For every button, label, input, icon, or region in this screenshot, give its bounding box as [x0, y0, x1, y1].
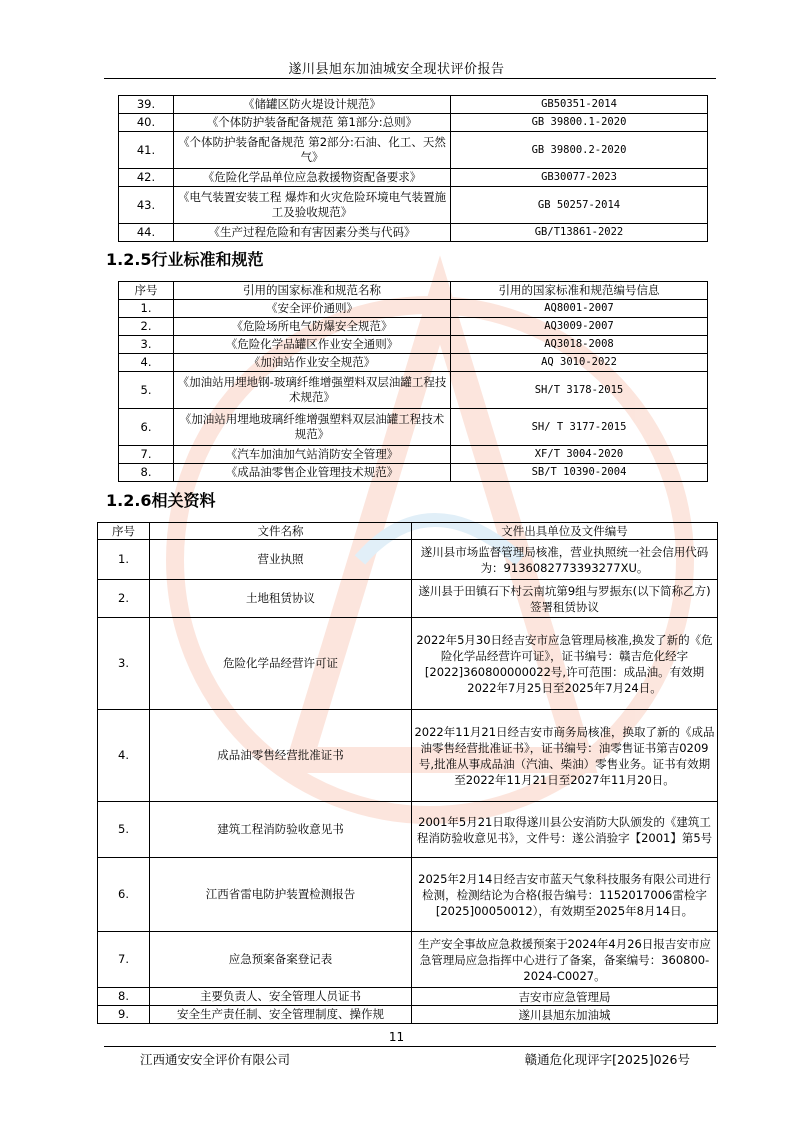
row-number: 43.	[119, 187, 174, 224]
table-row	[119, 446, 708, 464]
page-header-title: 遂川县旭东加油城安全现状评价报告	[288, 62, 505, 77]
table-row	[98, 858, 718, 932]
table-row	[119, 354, 708, 372]
row-number: 9.	[98, 1006, 150, 1024]
row-number: 7.	[98, 932, 150, 988]
industry-standards-table	[118, 281, 708, 482]
row-number: 2.	[119, 318, 174, 336]
standard-code: GB 39800.2-2020	[451, 132, 708, 169]
document-issuer: 遂川县市场监督管理局核准，营业执照统一社会信用代码为：91360827733932​77XU。	[412, 540, 718, 580]
page-number: 11	[388, 1030, 405, 1044]
standard-name: 《个体防护装备配备规范 第2部分:石油、化工、天然气》	[174, 132, 451, 169]
row-number: 6.	[119, 409, 174, 446]
standard-code: GB/T13861-2022	[451, 224, 708, 242]
table-row	[98, 540, 718, 580]
standard-code: SH/ T 3177-2015	[451, 409, 708, 446]
table-row	[119, 409, 708, 446]
row-number: 1.	[119, 300, 174, 318]
row-number: 44.	[119, 224, 174, 242]
standard-name: 《危险场所电气防爆安全规范》	[174, 318, 451, 336]
standard-name: 《安全评价通则》	[174, 300, 451, 318]
table-row	[119, 187, 708, 224]
table-row	[119, 114, 708, 132]
table-row	[119, 169, 708, 187]
column-header-name: 引用的国家标准和规范名称	[174, 282, 451, 300]
standard-code: GB 39800.1-2020	[451, 114, 708, 132]
table-header-row	[119, 282, 708, 300]
document-name: 土地租赁协议	[150, 580, 412, 618]
standard-code: SB/T 10390-2004	[451, 464, 708, 482]
standard-code: AQ3018-2008	[451, 336, 708, 354]
document-issuer: 2022年11月21日经吉安市商务局核准，换取了新的《成品油零售经营批准证书》，证书编号：油零售证书第吉0209号,批准从事成品油（汽油、柴油）零售业务。证书有效期至2022年11月21日至2027年11月20日。	[412, 710, 718, 802]
standard-code: GB50351-2014	[451, 96, 708, 114]
document-name: 江西省雷电防护装置检测报告	[150, 858, 412, 932]
table-row	[98, 580, 718, 618]
footer-report-number: 赣通危化现评字[2025]026号	[524, 1052, 690, 1067]
row-number: 41.	[119, 132, 174, 169]
row-number: 42.	[119, 169, 174, 187]
row-number: 7.	[119, 446, 174, 464]
standard-name: 《储罐区防火堤设计规范》	[174, 96, 451, 114]
table-row	[98, 710, 718, 802]
table-row	[119, 336, 708, 354]
standard-code: GB 50257-2014	[451, 187, 708, 224]
document-name: 应急预案备案登记表	[150, 932, 412, 988]
standard-name: 《危险化学品罐区作业安全通则》	[174, 336, 451, 354]
table-row	[119, 300, 708, 318]
section-heading-related-documents: 1.2.6相关资料	[106, 491, 216, 510]
document-issuer: 吉安市应急管理局	[412, 988, 718, 1006]
standard-code: GB30077-2023	[451, 169, 708, 187]
standard-code: AQ8001-2007	[451, 300, 708, 318]
row-number: 5.	[119, 372, 174, 409]
standard-name: 《加油站用埋地玻璃纤维增强塑料双层油罐工程技术规范》	[174, 409, 451, 446]
standard-name: 《危险化学品单位应急救援物资配备要求》	[174, 169, 451, 187]
row-number: 4.	[98, 710, 150, 802]
section-heading-industry-standards: 1.2.5行业标准和规范	[106, 250, 264, 269]
row-number: 8.	[98, 988, 150, 1006]
row-number: 1.	[98, 540, 150, 580]
row-number: 39.	[119, 96, 174, 114]
standard-name: 《汽车加油加气站消防安全管理》	[174, 446, 451, 464]
document-name: 建筑工程消防验收意见书	[150, 802, 412, 858]
table-row	[119, 318, 708, 336]
column-header-code: 引用的国家标准和规范编号信息	[451, 282, 708, 300]
document-name: 营业执照	[150, 540, 412, 580]
row-number: 3.	[119, 336, 174, 354]
document-issuer: 遂川县旭东加油城	[412, 1006, 718, 1024]
row-number: 40.	[119, 114, 174, 132]
standard-name: 《成品油零售企业管理技术规范》	[174, 464, 451, 482]
standard-name: 《电气装置安装工程 爆炸和火灾危险环境电气装置施工及验收规范》	[174, 187, 451, 224]
related-documents-table	[97, 522, 718, 1024]
table-row	[119, 132, 708, 169]
footer-divider	[104, 1046, 716, 1047]
row-number: 3.	[98, 618, 150, 710]
document-issuer: 2001年5月21日取得遂川县公安消防大队颁发的《建筑工程消防验收意见书》，文件号：遂公消验字【2001】第5号	[412, 802, 718, 858]
row-number: 8.	[119, 464, 174, 482]
document-name: 主要负责人、安全管理人员证书	[150, 988, 412, 1006]
column-header-number: 序号	[119, 282, 174, 300]
document-issuer: 遂川县于田镇石下村云南坑第9组与罗振东(以下简称乙方)签署租赁协议	[412, 580, 718, 618]
table-row	[98, 1006, 718, 1024]
table-row	[119, 372, 708, 409]
table-row	[98, 988, 718, 1006]
row-number: 6.	[98, 858, 150, 932]
standard-name: 《生产过程危险和有害因素分类与代码》	[174, 224, 451, 242]
standard-name: 《加油站作业安全规范》	[174, 354, 451, 372]
row-number: 5.	[98, 802, 150, 858]
column-header-number: 序号	[98, 523, 150, 540]
column-header-name: 文件名称	[150, 523, 412, 540]
standard-name: 《个体防护装备配备规范 第1部分:总则》	[174, 114, 451, 132]
document-issuer: 2025年2月14日经吉安市蓝天气象科技服务有限公司进行检测，检测结论为合格(报告编号：1152017006雷检字[2025]00050012），有效期至2025年8月14日。	[412, 858, 718, 932]
standard-code: XF/T 3004-2020	[451, 446, 708, 464]
document-name: 安全生产责任制、安全管理制度、操作规	[150, 1006, 412, 1024]
table-row	[98, 932, 718, 988]
standard-code: AQ3009-2007	[451, 318, 708, 336]
document-name: 危险化学品经营许可证	[150, 618, 412, 710]
column-header-issuer: 文件出具单位及文件编号	[412, 523, 718, 540]
standard-code: AQ 3010-2022	[451, 354, 708, 372]
document-name: 成品油零售经营批准证书	[150, 710, 412, 802]
standard-name: 《加油站用埋地钢-玻璃纤维增强塑料双层油罐工程技术规范》	[174, 372, 451, 409]
footer-company: 江西通安安全评价有限公司	[140, 1052, 291, 1067]
table-row	[98, 618, 718, 710]
row-number: 2.	[98, 580, 150, 618]
table-row	[119, 224, 708, 242]
document-issuer: 2022年5月30日经吉安市应急管理局核准,换发了新的《危险化学品经营许可证》，证书编号：赣吉危化经字[2022]360800000022号,许可范围：成品油。有效期2022年7月25日至2025年7月24日。	[412, 618, 718, 710]
table-header-row	[98, 523, 718, 540]
national-standards-table-continued	[118, 95, 708, 242]
table-row	[98, 802, 718, 858]
document-issuer: 生产安全事故应急救援预案于2024年4月26日报吉安市应急管理局应急指挥中心进行了备案，备案编号：360800-2024-C0027。	[412, 932, 718, 988]
standard-code: SH/T 3178-2015	[451, 372, 708, 409]
table-row	[119, 96, 708, 114]
header-divider	[104, 78, 716, 79]
table-row	[119, 464, 708, 482]
row-number: 4.	[119, 354, 174, 372]
